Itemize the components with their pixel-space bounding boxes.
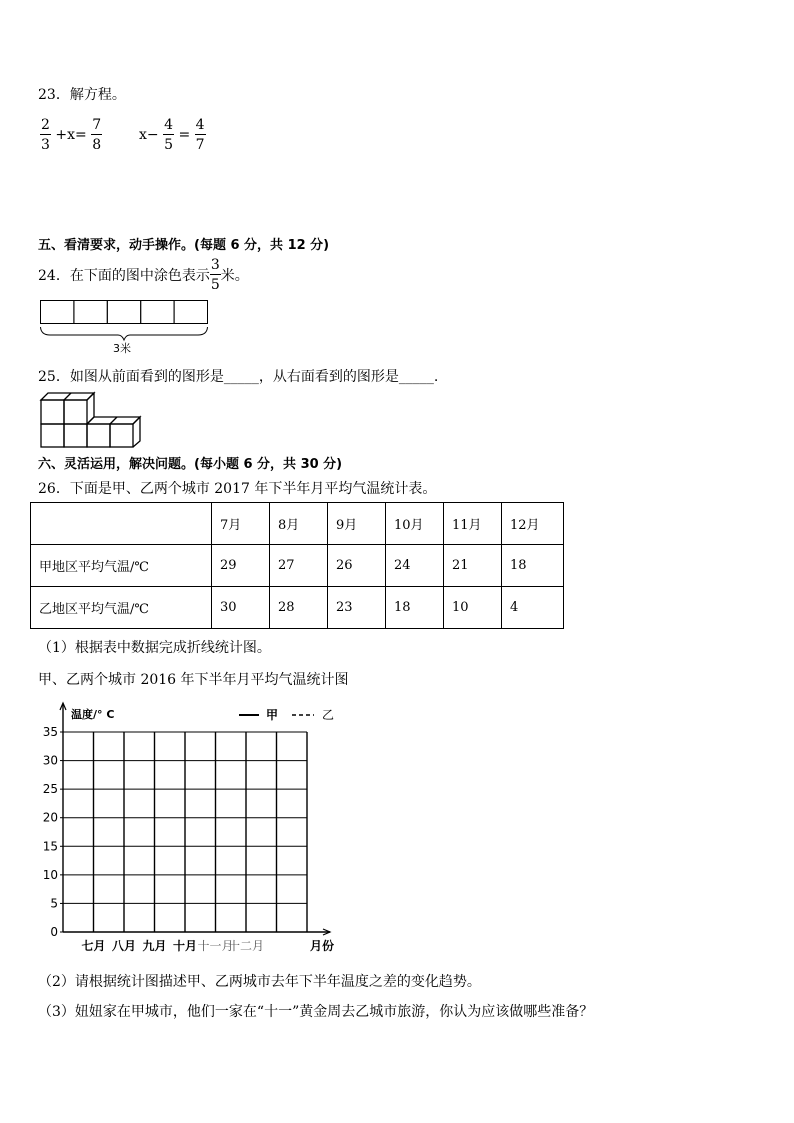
denominator: 7 xyxy=(195,137,205,153)
fraction xyxy=(91,118,102,152)
y-axis-label: 温度/° C xyxy=(71,708,115,721)
cube-front-face xyxy=(41,424,64,447)
numerator: 4 xyxy=(195,117,205,133)
table-row xyxy=(31,587,564,629)
x-tick-label: 十二月 xyxy=(227,939,265,953)
denominator: 8 xyxy=(92,137,102,153)
y-tick-label: 35 xyxy=(42,725,58,739)
table-corner-cell xyxy=(31,503,212,545)
x-tick-label: 八月 xyxy=(111,939,137,953)
q23-label: 23．解方程。 xyxy=(38,87,126,103)
q25-text: 25．如图从前面看到的图形是_____，从右面看到的图形是_____. xyxy=(38,369,439,385)
equation-op: +x= xyxy=(55,127,87,143)
table-cell: 27 xyxy=(270,545,328,587)
y-tick-label: 15 xyxy=(42,839,58,854)
y-tick-label: 5 xyxy=(50,896,58,911)
table-cell: 29 xyxy=(212,545,270,587)
cube-edge xyxy=(64,393,71,400)
equation-2 xyxy=(139,118,206,152)
table-cell: 4 xyxy=(502,587,564,629)
table-cell: 18 xyxy=(386,587,444,629)
table-cell: 21 xyxy=(444,545,502,587)
month-header: 8月 xyxy=(270,503,328,545)
equation-1 xyxy=(40,118,102,152)
fraction xyxy=(163,118,174,152)
y-tick-label: 20 xyxy=(42,810,58,825)
brace xyxy=(41,327,208,340)
y-tick-label: 0 xyxy=(50,925,58,939)
table-cell: 28 xyxy=(270,587,328,629)
denominator: 5 xyxy=(210,277,220,293)
section-5-heading: 五、看清要求，动手操作。(每题 6 分，共 12 分) xyxy=(38,238,330,253)
q24-prefix: 24．在下面的图中涂色表示 xyxy=(38,268,210,284)
table-cell: 18 xyxy=(502,545,564,587)
q24-text xyxy=(38,258,249,292)
y-tick-label: 30 xyxy=(42,753,58,768)
q26-sub1: （1）根据表中数据完成折线统计图。 xyxy=(38,640,271,656)
y-tick-label: 25 xyxy=(42,782,58,797)
row-label: 乙地区平均气温/℃ xyxy=(31,587,212,629)
table-cell: 24 xyxy=(386,545,444,587)
table-cell: 23 xyxy=(328,587,386,629)
month-header: 9月 xyxy=(328,503,386,545)
bar-cell xyxy=(41,301,74,324)
q24-figure xyxy=(38,298,213,356)
x-tick-label: 十月 xyxy=(172,939,198,953)
bar-cells xyxy=(41,301,208,324)
denominator: 5 xyxy=(164,137,174,153)
fraction xyxy=(195,118,206,152)
row-label: 甲地区平均气温/℃ xyxy=(31,545,212,587)
month-header: 12月 xyxy=(502,503,564,545)
cube-front-face xyxy=(87,424,110,447)
q25-cubes-figure xyxy=(38,390,148,448)
x-tick-label: 九月 xyxy=(142,939,167,953)
x-tick-label: 七月 xyxy=(81,939,106,953)
table-cell: 30 xyxy=(212,587,270,629)
cube-front-face xyxy=(64,400,87,424)
cube-edge xyxy=(110,417,117,424)
numerator: 3 xyxy=(210,257,220,273)
fraction xyxy=(40,118,51,152)
bar-cell xyxy=(141,301,174,324)
x-axis-label: 月份 xyxy=(310,939,335,953)
equation-op: = xyxy=(178,127,191,143)
denominator: 3 xyxy=(41,137,50,153)
legend-label: 甲 xyxy=(266,708,279,722)
month-header: 7月 xyxy=(212,503,270,545)
q26-intro: 26．下面是甲、乙两个城市 2017 年下半年月平均气温统计表。 xyxy=(38,481,437,497)
bar-cell xyxy=(107,301,140,324)
month-header: 10月 xyxy=(386,503,444,545)
numerator: 2 xyxy=(41,117,50,133)
q26-sub3: （3）妞妞家在甲城市，他们一家在“十一”黄金周去乙城市旅游，你认为应该做哪些准备？ xyxy=(38,1004,594,1020)
section-6-heading: 六、灵活运用，解决问题。(每小题 6 分，共 30 分) xyxy=(38,457,343,472)
bar-cell xyxy=(74,301,107,324)
q26-sub2: （2）请根据统计图描述甲、乙两城市去年下半年温度之差的变化趋势。 xyxy=(38,974,481,990)
numerator: 7 xyxy=(92,117,102,133)
table-cell: 26 xyxy=(328,545,386,587)
measure-label: 3米 xyxy=(113,342,131,355)
y-tick-label: 10 xyxy=(42,867,58,882)
temperature-table xyxy=(30,502,564,629)
x-tick-label: 十一月 xyxy=(197,939,234,953)
temperature-line-chart xyxy=(30,700,350,960)
cube-front-face xyxy=(110,424,133,447)
cube-side-face xyxy=(133,417,140,447)
equation-op: x− xyxy=(139,127,159,143)
table-row xyxy=(31,545,564,587)
cube-front-face xyxy=(64,424,87,447)
table-cell: 10 xyxy=(444,587,502,629)
cube-side-face xyxy=(87,393,94,424)
q24-suffix: 米。 xyxy=(220,268,249,284)
cube-front-face xyxy=(41,400,64,424)
bar-cell xyxy=(174,301,207,324)
table-header-row xyxy=(31,503,564,545)
month-header: 11月 xyxy=(444,503,502,545)
chart-title: 甲、乙两个城市 2016 年下半年月平均气温统计图 xyxy=(38,672,349,688)
fraction xyxy=(210,258,221,292)
numerator: 4 xyxy=(164,117,174,133)
legend-label: 乙 xyxy=(322,708,335,722)
